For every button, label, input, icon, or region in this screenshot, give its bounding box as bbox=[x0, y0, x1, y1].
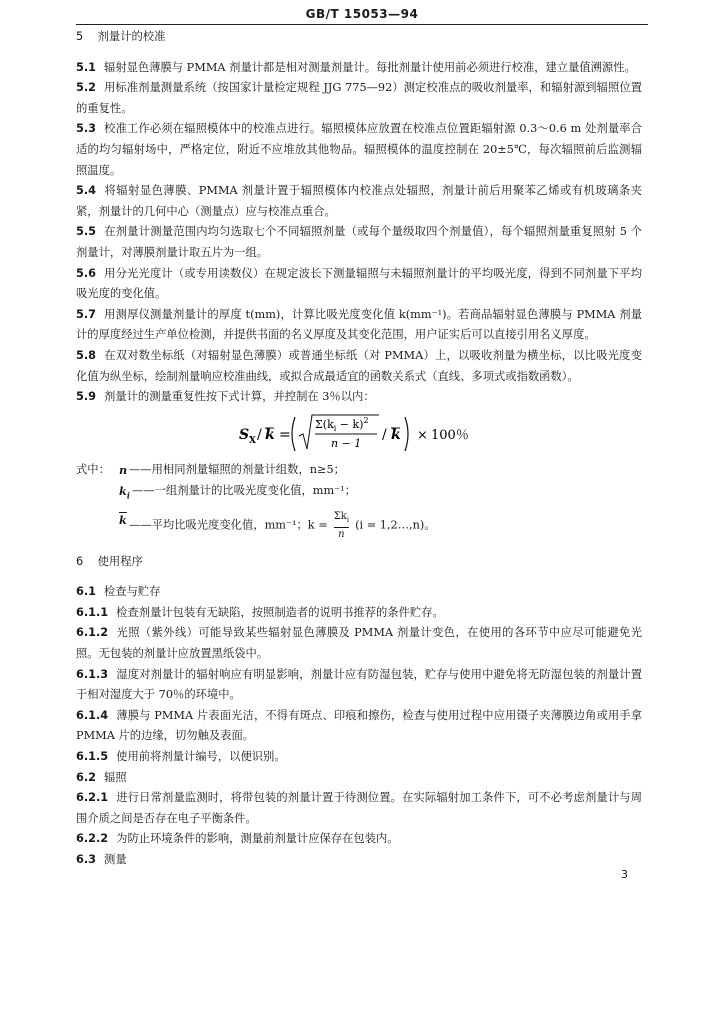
clause-number: 6.1.1 bbox=[76, 605, 109, 619]
clause-number: 5.9 bbox=[76, 390, 97, 404]
formula-equals: = bbox=[279, 426, 291, 443]
clause-number: 6.1.4 bbox=[76, 708, 109, 722]
repeatability-formula bbox=[76, 408, 642, 460]
clause-6-1 bbox=[76, 582, 642, 603]
clause-number: 6.3 bbox=[76, 853, 97, 866]
clause-number: 5.7 bbox=[76, 307, 97, 321]
clause-number: 6.1 bbox=[76, 585, 97, 599]
definitions-label: 式中： bbox=[76, 462, 110, 476]
definition-symbol: $k_i$ bbox=[119, 483, 130, 500]
definition-text: ——用相同剂量辐照的剂量计组数，n≥5； bbox=[129, 462, 345, 476]
clause-number: 5.8 bbox=[76, 348, 97, 362]
clause-text: 辐照 bbox=[104, 770, 127, 784]
section-5 bbox=[76, 27, 642, 408]
clause-text: 用分光光度计（或专用读数仪）在规定波长下测量辐照与未辐照剂量计的平均吸光度，得到不同剂量下平均吸光度的变化值。 bbox=[76, 266, 642, 301]
clause-text: 检查剂量计包装有无缺陷，按照制造者的说明书推荐的条件贮存。 bbox=[116, 605, 444, 619]
clause-6-2-1 bbox=[76, 788, 642, 829]
clause-text: 在双对数坐标纸（对辐射显色薄膜）或普通坐标纸（对 PMMA）上，以吸收剂量为横坐标，以比吸光度变化值为纵坐标，绘制剂量响应校准曲线，或拟合成最适宜的函数关系式（直线、多项式或指数函数）。 bbox=[76, 348, 642, 383]
definition-n bbox=[76, 460, 642, 481]
clause-number: 5.4 bbox=[76, 184, 97, 198]
definition-symbol: n bbox=[119, 462, 128, 477]
clause-text: 为防止环境条件的影响，测量前剂量计应保存在包装内。 bbox=[116, 832, 399, 846]
clause-text: 用测厚仪测量剂量计的厚度 t(mm)，计算比吸光度变化值 k(mm⁻¹)。若商品辐射显色薄膜与 PMMA 剂量计的厚度经过生产单位检测，并提供书面的名义厚度及其变化范围，用户证实后可以直接引用名义厚度。 bbox=[76, 307, 642, 342]
formula-lhs-sub: X bbox=[249, 435, 256, 446]
formula-kbar-2: k bbox=[391, 426, 401, 443]
clause-text: 辐射显色薄膜与 PMMA 剂量计都是相对测量剂量计。每批剂量计使用前必须进行校准，建立量值溯源性。 bbox=[104, 60, 636, 74]
clause-5-3 bbox=[76, 119, 642, 181]
clause-number: 6.1.2 bbox=[76, 626, 109, 640]
definition-text: ——平均比吸光度变化值，mm⁻¹；k = $\Sigma k_i$ n (i = 1,2…,n)。 bbox=[129, 510, 436, 540]
running-header: GB/T 15053—94 bbox=[305, 7, 419, 21]
clause-number: 6.2.1 bbox=[76, 791, 109, 805]
formula-times: × bbox=[417, 427, 428, 443]
clause-number: 6.2.2 bbox=[76, 832, 109, 846]
clause-text: 使用前将剂量计编号，以便识别。 bbox=[116, 750, 286, 764]
clause-text: 光照（紫外线）可能导致某些辐射显色薄膜及 PMMA 剂量计变色，在使用的各环节中应尽可能避免光照。无包装的剂量计应放置黑纸袋中。 bbox=[76, 626, 642, 661]
clause-5-7 bbox=[76, 305, 642, 346]
formula-numerator: $\Sigma(k_i - k)^2$ bbox=[315, 415, 369, 433]
formula-kbar: k bbox=[265, 426, 275, 443]
clause-5-6 bbox=[76, 264, 642, 305]
header-rule bbox=[76, 24, 648, 25]
heading-title: 剂量计的校准 bbox=[97, 30, 166, 43]
clause-text: 湿度对剂量计的辐射响应有明显影响，剂量计应有防湿包装，贮存与使用中避免将无防湿包装的剂量计置于相对湿度大于 70％的环境中。 bbox=[76, 667, 642, 702]
clause-text: 将辐射显色薄膜、PMMA 剂量计置于辐照模体内校准点处辐照，剂量计前后用聚苯乙烯或有机玻璃条夹紧，剂量计的几何中心（测量点）应与校准点重合。 bbox=[76, 184, 642, 218]
clause-number: 5.6 bbox=[76, 266, 97, 280]
heading-number: 5 bbox=[76, 30, 84, 43]
definition-text: ——一组剂量计的比吸光度变化值，mm⁻¹； bbox=[132, 483, 356, 497]
section-heading bbox=[76, 552, 642, 573]
main-content bbox=[76, 27, 642, 871]
clause-5-4 bbox=[76, 181, 642, 222]
clause-number: 5.1 bbox=[76, 60, 97, 74]
clause-number: 5.5 bbox=[76, 225, 97, 239]
clause-text: 薄膜与 PMMA 片表面光洁，不得有斑点、印痕和擦伤，检查与使用过程中应用镊子夹薄膜边角或用手拿 PMMA 片的边缘，切勿触及表面。 bbox=[76, 708, 642, 743]
clause-text: 用标准剂量测量系统（按国家计量检定规程 JJG 775—92）测定校准点的吸收剂量率，和辐射源到辐照位置的重复性。 bbox=[76, 81, 642, 115]
formula-slash: / bbox=[257, 426, 262, 443]
formula-paren-right bbox=[405, 417, 408, 451]
clause-6-1-1 bbox=[76, 603, 642, 624]
clause-5-8 bbox=[76, 346, 642, 387]
clause-text: 校准工作必须在辐照模体中的校准点进行。辐照模体应放置在校准点位置距辐射源 0.3～0.6 m 处剂量率合适的均匀辐射场中，严格定位，附近不应堆放其他物品。辐照模体的温度控制在 20±5℃，每次辐照前后监测辐照温度。 bbox=[76, 122, 642, 177]
definition-symbol: $\overline{k}$ bbox=[119, 512, 127, 527]
clause-5-1 bbox=[76, 58, 642, 79]
section-heading bbox=[76, 27, 642, 48]
clause-number: 6.2 bbox=[76, 770, 97, 784]
formula-definitions bbox=[76, 460, 642, 538]
heading-number: 6 bbox=[76, 554, 84, 568]
clause-number: 5.3 bbox=[76, 122, 97, 136]
clause-text: 进行日常剂量监测时，将带包装的剂量计置于待测位置。在实际辐射加工条件下，可不必考虑剂量计与周围介质之间是否存在电子平衡条件。 bbox=[76, 791, 642, 825]
clause-text: 测量 bbox=[104, 853, 127, 866]
definition-kbar bbox=[76, 502, 642, 538]
definition-ki bbox=[76, 481, 642, 502]
clause-text: 剂量计的测量重复性按下式计算，并控制在 3％以内： bbox=[104, 390, 375, 404]
clause-6-1-4 bbox=[76, 706, 642, 747]
formula-lhs: S bbox=[239, 426, 250, 443]
formula-svg bbox=[239, 409, 479, 459]
formula-percent: 100％ bbox=[431, 427, 469, 443]
clause-5-2 bbox=[76, 78, 642, 119]
clause-6-3 bbox=[76, 850, 642, 871]
clause-number: 6.1.3 bbox=[76, 667, 109, 681]
clause-6-1-2 bbox=[76, 623, 642, 664]
clause-6-1-5 bbox=[76, 747, 642, 768]
heading-title: 使用程序 bbox=[97, 554, 143, 568]
clause-6-2 bbox=[76, 768, 642, 789]
formula-denominator: n − 1 bbox=[331, 436, 362, 450]
clause-text: 在剂量计测量范围内均匀选取七个不同辐照剂量（或每个量级取四个剂量值），每个辐照剂量重复照射 5 个剂量计，对薄膜剂量计取五片为一组。 bbox=[76, 225, 642, 259]
clause-6-2-2 bbox=[76, 829, 642, 850]
page-number: 3 bbox=[621, 868, 628, 881]
clause-number: 5.2 bbox=[76, 81, 97, 95]
clause-5-5 bbox=[76, 222, 642, 263]
clause-6-1-3 bbox=[76, 665, 642, 706]
clause-number: 6.1.5 bbox=[76, 750, 109, 764]
formula-slash-2: / bbox=[382, 426, 387, 443]
clause-text: 检查与贮存 bbox=[104, 585, 161, 599]
formula-paren-left bbox=[292, 417, 295, 451]
section-6 bbox=[76, 552, 642, 871]
clause-5-9 bbox=[76, 387, 642, 408]
